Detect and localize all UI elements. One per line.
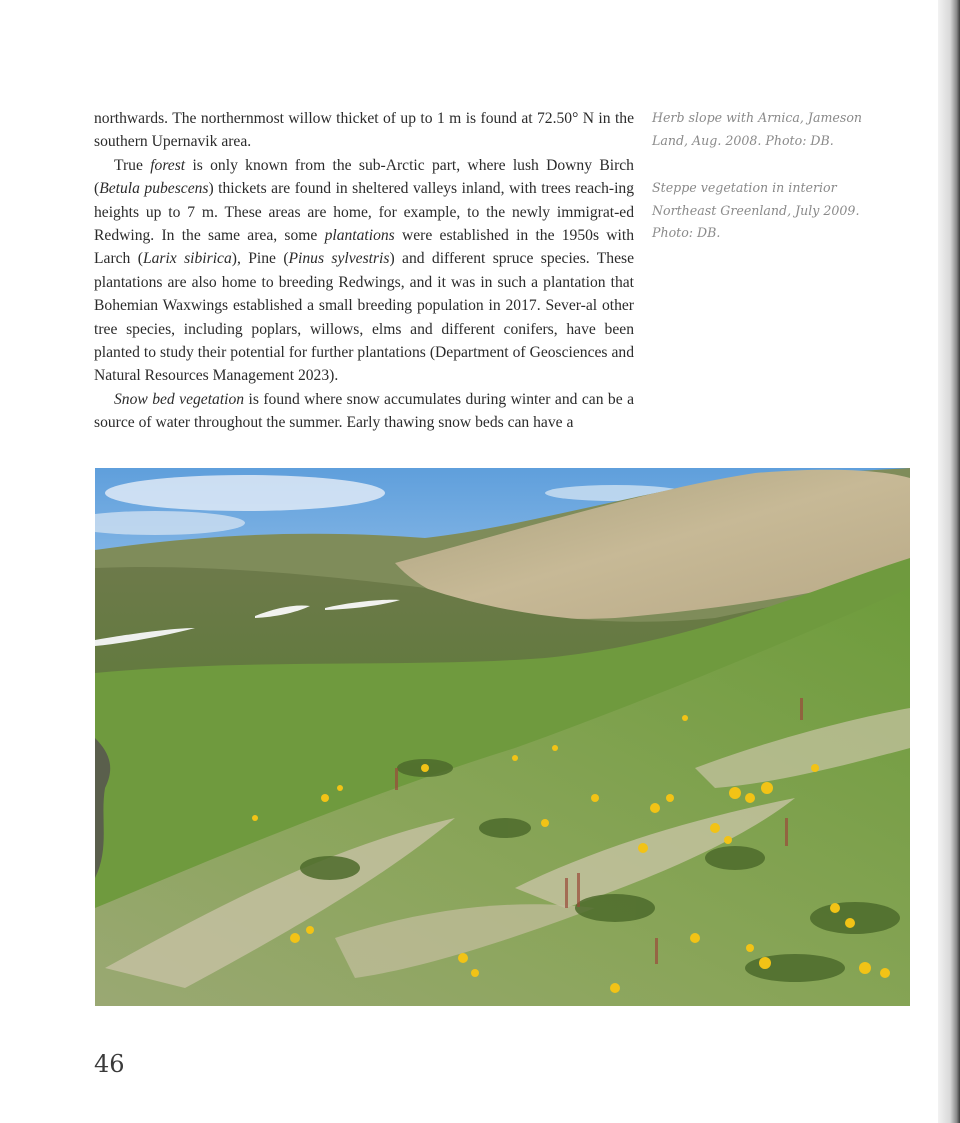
italic-term: Pinus sylvestris: [288, 250, 390, 268]
italic-term: Snow bed vegetation: [114, 390, 245, 408]
text-run: is found where snow accumulates during winter and can be a source of water throughout the summer. Early thawing snow beds can have a: [94, 390, 634, 432]
text-run: is only known from the sub-Arctic part, where lush Downy Birch (: [94, 156, 634, 198]
text-run: ) and different spruce species. These plantations are also home to breeding Redwings, and it was in such a plantation that Bohemian Waxwings established a small breeding population in 2017. Sever-al other tree species, including poplars, willows, elms and different conifers, have been planted to study their potential for further plantations (Department of Geosciences and Natural Resources Management 2023).: [94, 250, 635, 385]
text-run: ), Pine (: [231, 250, 289, 268]
text-run: northwards. The northernmost willow thicket of up to 1 m is found at 72.50° N in the southern Upernavik area.: [94, 110, 634, 151]
page-edge-shadow: [938, 0, 960, 1123]
body-paragraph: [94, 388, 634, 435]
italic-term: plantations: [324, 227, 395, 245]
photo-caption-herb-slope: Herb slope with Arnica, Jameson Land, Aug. 2008. Photo: DB.: [652, 110, 863, 148]
text-run: were established in the 1950s with Larch (: [94, 227, 634, 268]
photo-caption-steppe: Steppe vegetation in interior Northeast Greenland, July 2009. Photo: DB.: [652, 180, 860, 240]
italic-term: Betula pubescens: [99, 180, 209, 198]
body-text-column: [94, 107, 634, 435]
text-run: ) thickets are found in sheltered valleys inland, with trees reach-ing heights up to 7 m. These areas are home, for example, to the newly immigrat-ed Redwing. In the same area, some: [94, 180, 634, 245]
landscape-photo: [95, 468, 910, 1006]
page-number: 46: [94, 1050, 125, 1078]
text-run: True: [114, 156, 151, 174]
body-paragraph: [94, 107, 634, 154]
body-paragraph: [94, 154, 634, 388]
italic-term: Larix sibirica: [142, 250, 232, 268]
italic-term: forest: [150, 156, 186, 174]
